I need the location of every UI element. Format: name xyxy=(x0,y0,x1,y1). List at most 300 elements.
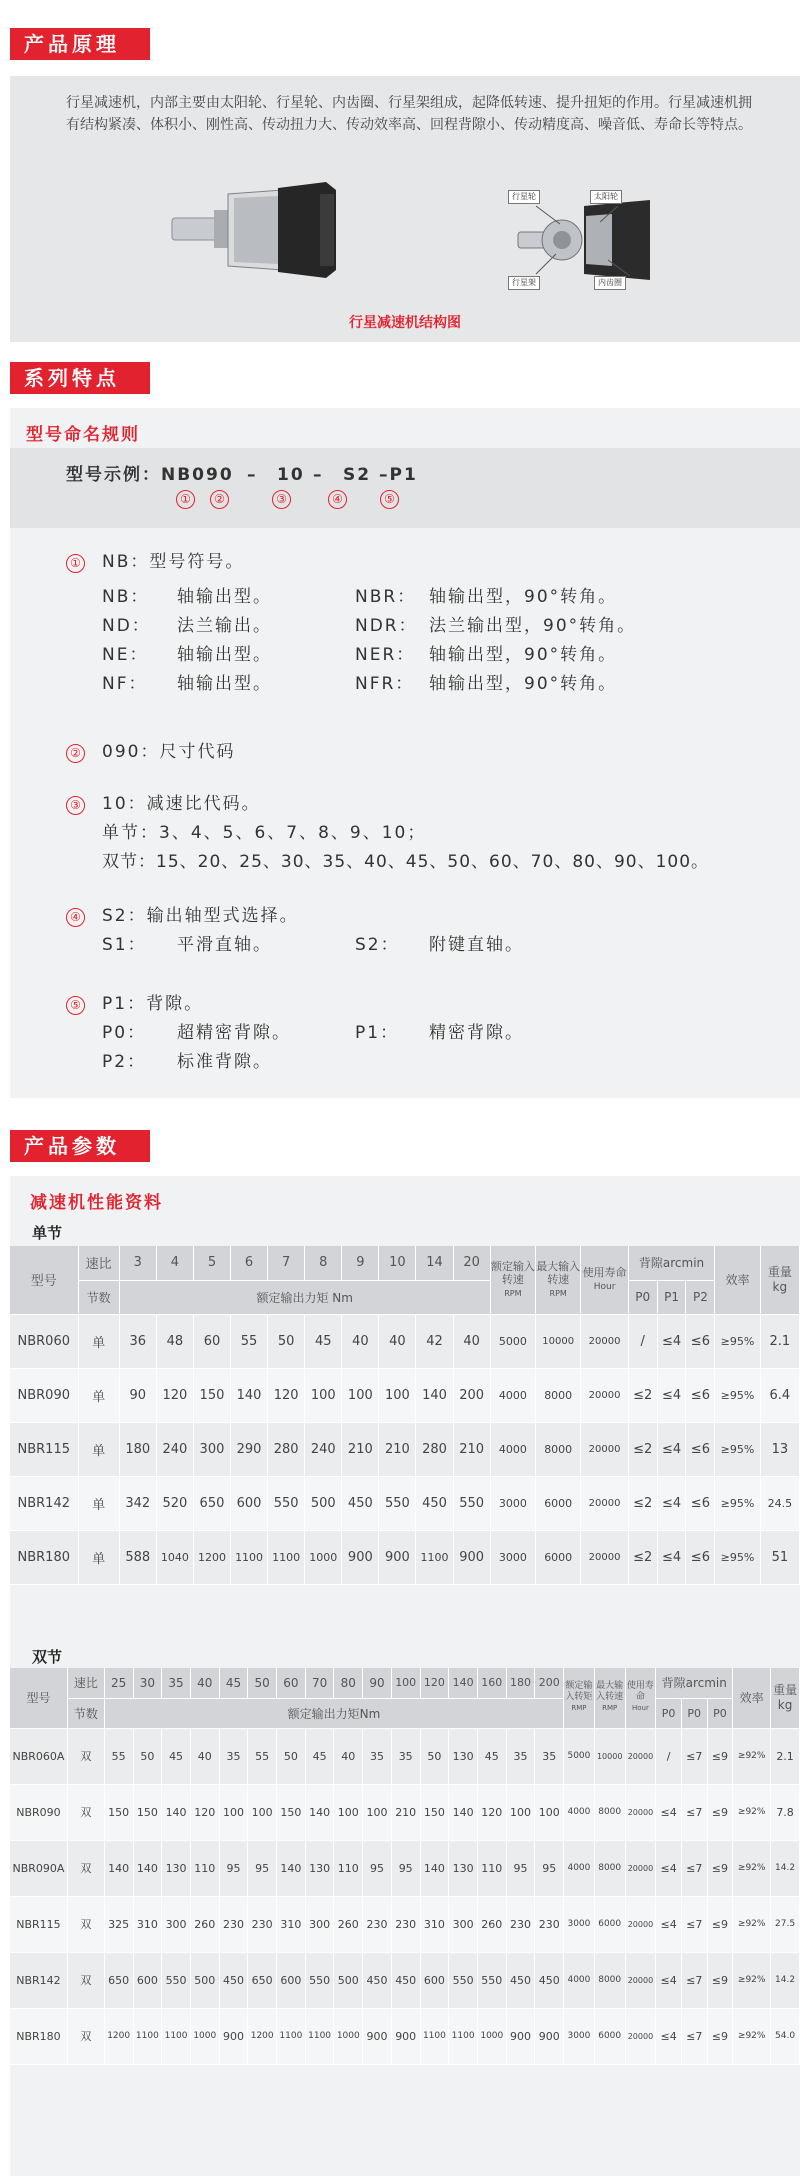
ratio-cell: 90 xyxy=(363,1668,392,1698)
table-cell: 140 xyxy=(416,1368,453,1422)
desc: 附键直轴。 xyxy=(429,935,524,955)
table-cell: 150 xyxy=(193,1368,230,1422)
table-cell: ≥95% xyxy=(715,1422,760,1476)
example-dash-2: – xyxy=(313,465,324,485)
col-backlash: 背隙arcmin xyxy=(656,1668,733,1698)
desc: 轴输出型。 xyxy=(177,645,272,665)
item2-number: ② xyxy=(66,744,85,763)
table-cell: 20000 xyxy=(581,1530,628,1584)
principle-panel xyxy=(10,76,800,342)
table-cell: 240 xyxy=(305,1422,342,1476)
table-cell: 500 xyxy=(334,1952,363,2008)
table-cell: 600 xyxy=(420,1952,449,2008)
table-cell: 2.1 xyxy=(760,1314,799,1368)
table-cell: 280 xyxy=(268,1422,305,1476)
table-cell: 150 xyxy=(277,1784,306,1840)
table-cell: 900 xyxy=(363,2008,392,2064)
table-cell: 95 xyxy=(248,1840,277,1896)
code: S1： xyxy=(102,935,147,955)
table-cell: 1000 xyxy=(334,2008,363,2064)
table-cell: ≤7 xyxy=(681,1840,707,1896)
desc: 超精密背隙。 xyxy=(177,1023,291,1043)
table-cell: ≤2 xyxy=(628,1368,657,1422)
table-cell: ≤9 xyxy=(707,1896,733,1952)
table-cell: 550 xyxy=(379,1476,416,1530)
table-cell: 140 xyxy=(231,1368,268,1422)
table-cell: 550 xyxy=(305,1952,334,2008)
table-cell: / xyxy=(628,1314,657,1368)
table-cell: 130 xyxy=(449,1728,478,1784)
item5-row xyxy=(102,1019,524,1048)
example-part-nb: NB090 xyxy=(161,465,234,485)
table-cell: 100 xyxy=(248,1784,277,1840)
principle-text: 行星减速机，内部主要由太阳轮、行星轮、内齿圈、行星架组成，起降低转速、提升扭矩的作用。行星减速机拥有结构紧凑、体积小、刚性高、传动扭力大、传动效率高、回程背隙小、传动精度高、噪音低、寿命长等特点。 xyxy=(66,95,752,133)
table-cell: 14.2 xyxy=(771,1952,800,2008)
table-cell: ≤7 xyxy=(681,1896,707,1952)
life-label: 使用寿命 xyxy=(626,1681,654,1703)
table-cell: 100 xyxy=(219,1784,248,1840)
table-cell: 6.4 xyxy=(760,1368,799,1422)
rpm-unit: RPM xyxy=(504,1288,522,1298)
table-cell: ≥92% xyxy=(733,1840,771,1896)
table-cell: 230 xyxy=(219,1896,248,1952)
table-cell: 900 xyxy=(219,2008,248,2064)
table-cell: 95 xyxy=(219,1840,248,1896)
col-rated-speed xyxy=(564,1668,595,1728)
col-life xyxy=(625,1668,656,1728)
table-cell: 550 xyxy=(477,1952,506,2008)
perf-title: 减速机性能资料 xyxy=(30,1193,163,1213)
table-cell: 110 xyxy=(334,1840,363,1896)
code: NE： xyxy=(102,645,149,665)
example-part-ratio: 10 xyxy=(277,465,305,485)
table-cell: 双 xyxy=(67,1840,104,1896)
example-dash-1: – xyxy=(247,465,258,485)
table-cell: NBR060A xyxy=(10,1728,67,1784)
table-cell: ≤4 xyxy=(656,1840,682,1896)
table-cell: 50 xyxy=(277,1728,306,1784)
table-cell: 140 xyxy=(133,1840,162,1896)
table-cell: 1100 xyxy=(449,2008,478,2064)
table-cell: 45 xyxy=(305,1728,334,1784)
table-cell: ≤6 xyxy=(686,1368,715,1422)
table-cell: 650 xyxy=(193,1476,230,1530)
ratio-cell: 14 xyxy=(416,1246,453,1280)
table-row xyxy=(10,1476,800,1530)
table-cell: 1100 xyxy=(133,2008,162,2064)
col-model: 型号 xyxy=(10,1668,67,1728)
table-cell: 100 xyxy=(342,1368,379,1422)
ratio-cell: 70 xyxy=(305,1668,334,1698)
ratio-cell: 100 xyxy=(391,1668,420,1698)
table-cell: 230 xyxy=(363,1896,392,1952)
code: S2： xyxy=(355,935,400,955)
table-cell: 140 xyxy=(305,1784,334,1840)
table-cell: 600 xyxy=(133,1952,162,2008)
desc: 轴输出型，90°转角。 xyxy=(429,587,618,607)
table-cell: 10000 xyxy=(536,1314,581,1368)
table-cell: 35 xyxy=(535,1728,564,1784)
ratio-cell: 60 xyxy=(277,1668,306,1698)
table-cell: NBR060 xyxy=(10,1314,78,1368)
table-cell: 210 xyxy=(453,1422,490,1476)
table-cell: 200 xyxy=(453,1368,490,1422)
table-cell: 6000 xyxy=(594,1896,625,1952)
table-cell: 342 xyxy=(119,1476,156,1530)
table-cell: 双 xyxy=(67,1896,104,1952)
desc: 标准背隙。 xyxy=(177,1052,272,1072)
table-cell: ≤7 xyxy=(681,1784,707,1840)
ratio-cell: 4 xyxy=(156,1246,193,1280)
table-cell: ≥92% xyxy=(733,1896,771,1952)
table-cell: 单 xyxy=(78,1530,119,1584)
table-cell: 140 xyxy=(162,1784,191,1840)
code: NBR： xyxy=(355,587,417,607)
table-cell: 150 xyxy=(104,1784,133,1840)
table-row xyxy=(10,1728,800,1784)
table-cell: 550 xyxy=(449,1952,478,2008)
table-cell: ≤6 xyxy=(686,1422,715,1476)
table-cell: ≤7 xyxy=(681,1728,707,1784)
table-cell: 110 xyxy=(477,1840,506,1896)
table-cell: 6000 xyxy=(536,1530,581,1584)
table-cell: 3000 xyxy=(564,2008,595,2064)
table-cell: / xyxy=(656,1728,682,1784)
desc: 轴输出型。 xyxy=(177,674,272,694)
table-cell: ≥95% xyxy=(715,1476,760,1530)
table-cell: 100 xyxy=(334,1784,363,1840)
col-stage: 节数 xyxy=(67,1698,104,1728)
table-cell: NBR115 xyxy=(10,1422,78,1476)
table-cell: 20000 xyxy=(625,1952,656,2008)
table-cell: 230 xyxy=(535,1896,564,1952)
table-cell: 310 xyxy=(420,1896,449,1952)
table-row xyxy=(10,1840,800,1896)
table-cell: 1100 xyxy=(420,2008,449,2064)
item1-row xyxy=(102,583,636,612)
table-cell: ≤7 xyxy=(681,2008,707,2064)
table-cell: 45 xyxy=(162,1728,191,1784)
table-cell: 1100 xyxy=(416,1530,453,1584)
table-cell: ≤4 xyxy=(657,1368,686,1422)
table-cell: 单 xyxy=(78,1476,119,1530)
table-cell: 40 xyxy=(190,1728,219,1784)
table-cell: ≤9 xyxy=(707,1728,733,1784)
table-cell: 95 xyxy=(506,1840,535,1896)
col-p1: P0 xyxy=(681,1698,707,1728)
table-cell: 8000 xyxy=(594,1840,625,1896)
table-cell: 14.2 xyxy=(771,1840,800,1896)
code: NFR： xyxy=(355,674,415,694)
desc: 轴输出型，90°转角。 xyxy=(429,674,618,694)
table-cell: 130 xyxy=(162,1840,191,1896)
table-cell: 140 xyxy=(277,1840,306,1896)
table-cell: 45 xyxy=(477,1728,506,1784)
table-cell: 1000 xyxy=(190,2008,219,2064)
table-cell: 8000 xyxy=(536,1368,581,1422)
double-stage-title: 双节 xyxy=(32,1648,63,1666)
table-cell: 20000 xyxy=(581,1422,628,1476)
example-part-shaft: S2 xyxy=(343,465,372,485)
table-cell: 550 xyxy=(453,1476,490,1530)
table-cell: ≤9 xyxy=(707,2008,733,2064)
col-life xyxy=(581,1246,628,1314)
params-panel xyxy=(10,1176,800,2176)
table-cell: 1100 xyxy=(305,2008,334,2064)
table-cell: 1000 xyxy=(477,2008,506,2064)
item2-head: 090：尺寸代码 xyxy=(102,742,236,762)
col-max-speed xyxy=(594,1668,625,1728)
table-cell: 35 xyxy=(506,1728,535,1784)
code: NDR： xyxy=(355,616,418,636)
table-cell: 150 xyxy=(420,1784,449,1840)
desc: 法兰输出。 xyxy=(177,616,272,636)
ratio-cell: 9 xyxy=(342,1246,379,1280)
col-p2: P0 xyxy=(707,1698,733,1728)
table-cell: NBR142 xyxy=(10,1476,78,1530)
reducer-photo xyxy=(170,180,340,280)
table-cell: 20000 xyxy=(625,1728,656,1784)
rpm-unit: RMP xyxy=(602,1704,618,1713)
table-cell: 单 xyxy=(78,1368,119,1422)
table-cell: 230 xyxy=(391,1896,420,1952)
ratio-cell: 45 xyxy=(219,1668,248,1698)
table-cell: 单 xyxy=(78,1314,119,1368)
max-speed-label: 最大输入转速 xyxy=(536,1259,581,1286)
table-cell: 5000 xyxy=(490,1314,535,1368)
max-speed-label: 最大输入转速 xyxy=(596,1681,624,1703)
item5-head: P1：背隙。 xyxy=(102,994,204,1014)
table-cell: ≥92% xyxy=(733,1728,771,1784)
table-cell: 4000 xyxy=(564,1952,595,2008)
table-cell: 550 xyxy=(162,1952,191,2008)
ratio-cell: 120 xyxy=(420,1668,449,1698)
table-cell: ≤9 xyxy=(707,1840,733,1896)
structure-caption: 行星减速机结构图 xyxy=(349,315,461,331)
desc: 轴输出型。 xyxy=(177,587,272,607)
table-cell: 2.1 xyxy=(771,1728,800,1784)
label-planet-carrier: 行星架 xyxy=(508,276,540,290)
item5-block xyxy=(102,990,524,1077)
table-cell: 20000 xyxy=(625,1896,656,1952)
table-cell: 588 xyxy=(119,1530,156,1584)
table-cell: 5000 xyxy=(564,1728,595,1784)
table-cell: NBR090A xyxy=(10,1840,67,1896)
table-cell: 1200 xyxy=(104,2008,133,2064)
table-row xyxy=(10,2008,800,2064)
table-cell: 50 xyxy=(268,1314,305,1368)
section-header-params: 产品参数 xyxy=(10,1130,150,1162)
table-cell: 35 xyxy=(219,1728,248,1784)
table-cell: 900 xyxy=(342,1530,379,1584)
table-cell: 100 xyxy=(535,1784,564,1840)
col-weight: 重量kg xyxy=(771,1668,800,1728)
table-cell: 600 xyxy=(277,1952,306,2008)
table-cell: ≥92% xyxy=(733,1784,771,1840)
table-cell: 40 xyxy=(334,1728,363,1784)
item3-block xyxy=(102,790,709,877)
hour-unit: Hour xyxy=(632,1704,649,1713)
item3-single: 单节：3、4、5、6、7、8、9、10； xyxy=(102,823,427,843)
table-cell: 550 xyxy=(268,1476,305,1530)
code: ND： xyxy=(102,616,151,636)
item4-block xyxy=(102,902,524,960)
code: P0： xyxy=(102,1023,147,1043)
table-cell: 210 xyxy=(342,1422,379,1476)
table-cell: NBR180 xyxy=(10,1530,78,1584)
ratio-cell: 3 xyxy=(119,1246,156,1280)
label-planet-wheel: 行星轮 xyxy=(508,190,540,204)
double-stage-table xyxy=(10,1668,800,2065)
table-cell: 8000 xyxy=(536,1422,581,1476)
table-cell: 310 xyxy=(277,1896,306,1952)
col-ratio: 速比 xyxy=(67,1668,104,1698)
table-cell: 230 xyxy=(248,1896,277,1952)
table-cell: 54.0 xyxy=(771,2008,800,2064)
table-cell: 325 xyxy=(104,1896,133,1952)
hour-unit: Hour xyxy=(593,1281,616,1292)
table-cell: 260 xyxy=(190,1896,219,1952)
table-cell: 300 xyxy=(193,1422,230,1476)
ratio-cell: 7 xyxy=(268,1246,305,1280)
ratio-cell: 30 xyxy=(133,1668,162,1698)
col-ratio: 速比 xyxy=(78,1246,119,1280)
naming-panel xyxy=(10,408,800,1098)
table-cell: 95 xyxy=(535,1840,564,1896)
table-cell: 110 xyxy=(190,1840,219,1896)
table-cell: 1200 xyxy=(193,1530,230,1584)
ratio-cell: 20 xyxy=(453,1246,490,1280)
table-cell: 45 xyxy=(305,1314,342,1368)
table-cell: 1100 xyxy=(231,1530,268,1584)
table-cell: 双 xyxy=(67,1784,104,1840)
table-cell: 280 xyxy=(416,1422,453,1476)
table-cell: 60 xyxy=(193,1314,230,1368)
table-cell: 95 xyxy=(363,1840,392,1896)
item4-head: S2：输出轴型式选择。 xyxy=(102,906,299,926)
table-cell: 20000 xyxy=(625,1840,656,1896)
table-cell: ≤4 xyxy=(657,1476,686,1530)
table-cell: 450 xyxy=(219,1952,248,2008)
table-cell: 140 xyxy=(420,1840,449,1896)
double-stage-body xyxy=(10,1728,800,2064)
table-cell: ≤6 xyxy=(686,1314,715,1368)
table-cell: 20000 xyxy=(581,1368,628,1422)
ratio-cell: 8 xyxy=(305,1246,342,1280)
desc: 精密背隙。 xyxy=(429,1023,524,1043)
table-cell: 450 xyxy=(535,1952,564,2008)
table-cell: ≤4 xyxy=(657,1422,686,1476)
table-cell: 55 xyxy=(231,1314,268,1368)
ratio-cell: 160 xyxy=(477,1668,506,1698)
table-cell: 300 xyxy=(449,1896,478,1952)
table-cell: 450 xyxy=(363,1952,392,2008)
model-example xyxy=(66,460,418,485)
table-cell: 单 xyxy=(78,1422,119,1476)
ratio-cell: 80 xyxy=(334,1668,363,1698)
table-cell: 27.5 xyxy=(771,1896,800,1952)
table-cell: 6000 xyxy=(536,1476,581,1530)
table-cell: 500 xyxy=(190,1952,219,2008)
table-cell: 120 xyxy=(190,1784,219,1840)
table-cell: 24.5 xyxy=(760,1476,799,1530)
item1-number: ① xyxy=(66,554,85,573)
table-cell: 36 xyxy=(119,1314,156,1368)
item3-double: 双节：15、20、25、30、35、40、45、50、60、70、80、90、100。 xyxy=(102,852,710,872)
table-cell: 3000 xyxy=(490,1530,535,1584)
table-cell: 260 xyxy=(477,1896,506,1952)
item1-row xyxy=(102,641,636,670)
table-cell: 650 xyxy=(104,1952,133,2008)
table-cell: 8000 xyxy=(594,1952,625,2008)
table-row xyxy=(10,1530,800,1584)
marker-3: ③ xyxy=(272,490,291,509)
code: NB： xyxy=(102,587,150,607)
label-ring-gear: 内齿圈 xyxy=(594,276,626,290)
table-cell: 50 xyxy=(420,1728,449,1784)
table-cell: 900 xyxy=(535,2008,564,2064)
example-label: 型号示例： xyxy=(66,465,161,485)
table-cell: ≥95% xyxy=(715,1368,760,1422)
code: NF： xyxy=(102,674,148,694)
table-cell: NBR142 xyxy=(10,1952,67,2008)
table-cell: 1100 xyxy=(268,1530,305,1584)
table-cell: ≤2 xyxy=(628,1422,657,1476)
col-backlash: 背隙arcmin xyxy=(628,1246,715,1280)
table-cell: 180 xyxy=(119,1422,156,1476)
table-cell: 300 xyxy=(305,1896,334,1952)
section-header-principle: 产品原理 xyxy=(10,28,150,60)
table-cell: ≥95% xyxy=(715,1530,760,1584)
item3-head: 10：减速比代码。 xyxy=(102,794,261,814)
table-cell: 8000 xyxy=(594,1784,625,1840)
ratio-cell: 6 xyxy=(231,1246,268,1280)
table-cell: 210 xyxy=(391,1784,420,1840)
table-cell: 450 xyxy=(416,1476,453,1530)
table-cell: 100 xyxy=(506,1784,535,1840)
marker-2: ② xyxy=(210,490,229,509)
table-cell: ≤7 xyxy=(681,1952,707,2008)
table-cell: NBR090 xyxy=(10,1368,78,1422)
table-cell: 4000 xyxy=(490,1368,535,1422)
table-cell: ≤4 xyxy=(657,1314,686,1368)
table-cell: 6000 xyxy=(594,2008,625,2064)
table-cell: ≥92% xyxy=(733,2008,771,2064)
ratio-cell: 40 xyxy=(190,1668,219,1698)
table-cell: 100 xyxy=(305,1368,342,1422)
table-cell: ≥92% xyxy=(733,1952,771,2008)
table-cell: 120 xyxy=(156,1368,193,1422)
table-cell: 20000 xyxy=(581,1314,628,1368)
item4-number: ④ xyxy=(66,908,85,927)
label-sun-wheel: 太阳轮 xyxy=(590,190,622,204)
table-cell: 双 xyxy=(67,1728,104,1784)
table-cell: ≤9 xyxy=(707,1952,733,2008)
desc: 轴输出型，90°转角。 xyxy=(429,645,618,665)
table-cell: 35 xyxy=(391,1728,420,1784)
table-cell: 500 xyxy=(305,1476,342,1530)
col-torque: 额定输出力矩Nm xyxy=(104,1698,563,1728)
ratio-cell: 140 xyxy=(449,1668,478,1698)
table-cell: NBR180 xyxy=(10,2008,67,2064)
table-cell: 100 xyxy=(363,1784,392,1840)
table-cell: 13 xyxy=(760,1422,799,1476)
item3-number: ③ xyxy=(66,796,85,815)
table-cell: ≤4 xyxy=(656,1896,682,1952)
col-rated-speed xyxy=(490,1246,535,1314)
ratio-cell: 200 xyxy=(535,1668,564,1698)
col-torque: 额定输出力矩 Nm xyxy=(119,1280,490,1314)
